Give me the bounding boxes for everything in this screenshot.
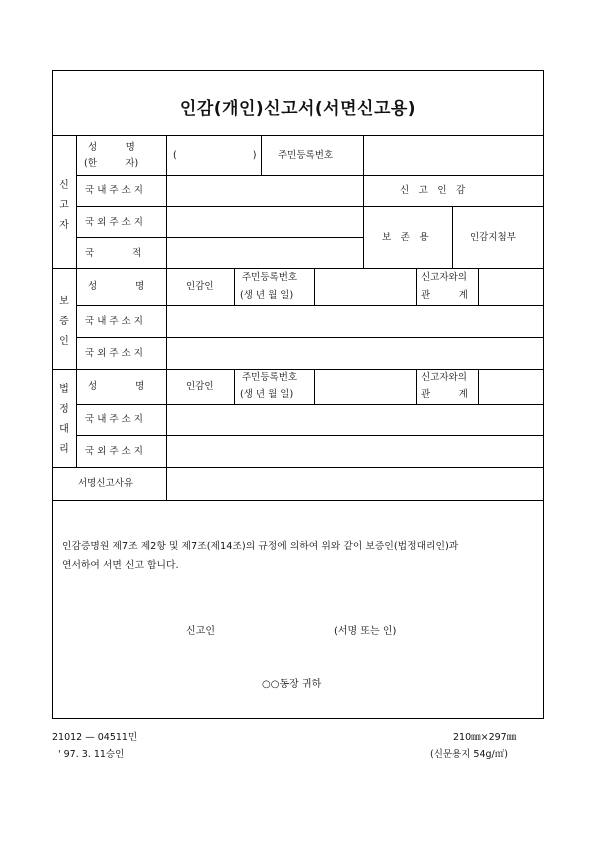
frame-bottom: [52, 718, 544, 719]
agent-rrn-field[interactable]: [315, 370, 416, 404]
label-foreign-address: 국 외 주 소 지: [85, 217, 143, 228]
line-h5: [52, 268, 544, 269]
label-preserve: 보 존 용: [382, 232, 429, 243]
line-v-rrn-a: [261, 135, 262, 176]
agent-label-seal: 인감인: [186, 381, 214, 392]
guarantor-label-relation-1: 신고자와의: [421, 272, 467, 283]
statement-line-2: 연서하여 서면 신고 합니다.: [62, 560, 179, 571]
footer-paper-size: 210㎜×297㎜: [453, 732, 517, 743]
guarantor-domestic-field[interactable]: [167, 306, 543, 337]
statement-line-1: 인감증명원 제7조 제2항 및 제7조(제14조)의 규정에 의하여 위와 같이 보증인(법정대리인)과: [62, 541, 459, 552]
line-h8: [52, 369, 544, 370]
frame-top: [52, 70, 544, 71]
statement: [62, 537, 532, 575]
signature-field[interactable]: [225, 620, 330, 642]
label-nationality: 국 적: [85, 248, 142, 259]
line-v-g1: [234, 268, 235, 306]
agent-label-rrn-1: 주민등록번호: [242, 372, 298, 383]
reason-field[interactable]: [167, 468, 543, 500]
agent-label-domestic: 국 내 주 소 지: [85, 414, 143, 425]
rrn-field[interactable]: [364, 136, 543, 175]
foreign-address-field[interactable]: [167, 207, 363, 237]
footer-paper-type: (신문용지 54g/㎡): [430, 749, 508, 760]
line-v-section: [76, 135, 77, 468]
label-domestic-address: 국 내 주 소 지: [85, 185, 143, 196]
section-label-guarantor: 보증인: [59, 296, 69, 347]
agent-label-name: 성 명: [88, 381, 145, 392]
nationality-field[interactable]: [167, 238, 363, 268]
label-name: 성 명: [88, 142, 135, 153]
recipient: ○○동장 귀하: [262, 679, 322, 690]
label-name-hanja: (한 자): [84, 158, 139, 169]
guarantor-label-seal: 인감인: [186, 281, 214, 292]
footer-form-no: 21012 — 04511민: [52, 732, 138, 743]
section-label-reporter: 신고자: [59, 180, 69, 231]
frame-right: [543, 70, 544, 719]
line-h12: [52, 500, 544, 501]
line-v-g3: [416, 268, 417, 306]
agent-label-foreign: 국 외 주 소 지: [85, 446, 143, 457]
guarantor-rrn-field[interactable]: [315, 269, 416, 305]
line-v-a3: [416, 369, 417, 405]
label-rrn: 주민등록번호: [278, 150, 334, 161]
name-hanja-field[interactable]: ( ): [173, 150, 257, 161]
line-v-a1: [234, 369, 235, 405]
guarantor-label-domestic: 국 내 주 소 지: [85, 316, 143, 327]
footer-approval: ' 97. 3. 11승인: [58, 749, 125, 760]
guarantor-label-name: 성 명: [88, 281, 145, 292]
signature-hint: (서명 또는 인): [334, 626, 397, 637]
guarantor-label-relation-2: 관 계: [421, 290, 468, 301]
agent-label-rrn-2: (생 년 월 일): [240, 389, 294, 400]
section-label-agent: 법정대리: [59, 384, 69, 455]
guarantor-foreign-field[interactable]: [167, 338, 543, 369]
reporter-label: 신고인: [186, 626, 215, 637]
frame-left: [52, 70, 53, 719]
agent-label-relation-1: 신고자와의: [421, 372, 467, 383]
agent-label-relation-2: 관 계: [421, 389, 468, 400]
agent-domestic-field[interactable]: [167, 405, 543, 435]
domestic-address-field[interactable]: [167, 176, 363, 206]
guarantor-label-rrn-2: (생 년 월 일): [240, 290, 294, 301]
form-title: 인감(개인)신고서(서면신고용): [179, 99, 417, 119]
guarantor-relation-field[interactable]: [479, 269, 543, 305]
seal-attach-area[interactable]: [453, 207, 543, 268]
label-report-seal: 신 고 인 감: [400, 185, 466, 196]
agent-relation-field[interactable]: [479, 370, 543, 404]
agent-foreign-field[interactable]: [167, 436, 543, 467]
label-seal-attach: 인감지첨부: [470, 232, 516, 243]
label-reason: 서명신고사유: [78, 478, 134, 489]
guarantor-label-rrn-1: 주민등록번호: [242, 272, 298, 283]
guarantor-label-foreign: 국 외 주 소 지: [85, 348, 143, 359]
